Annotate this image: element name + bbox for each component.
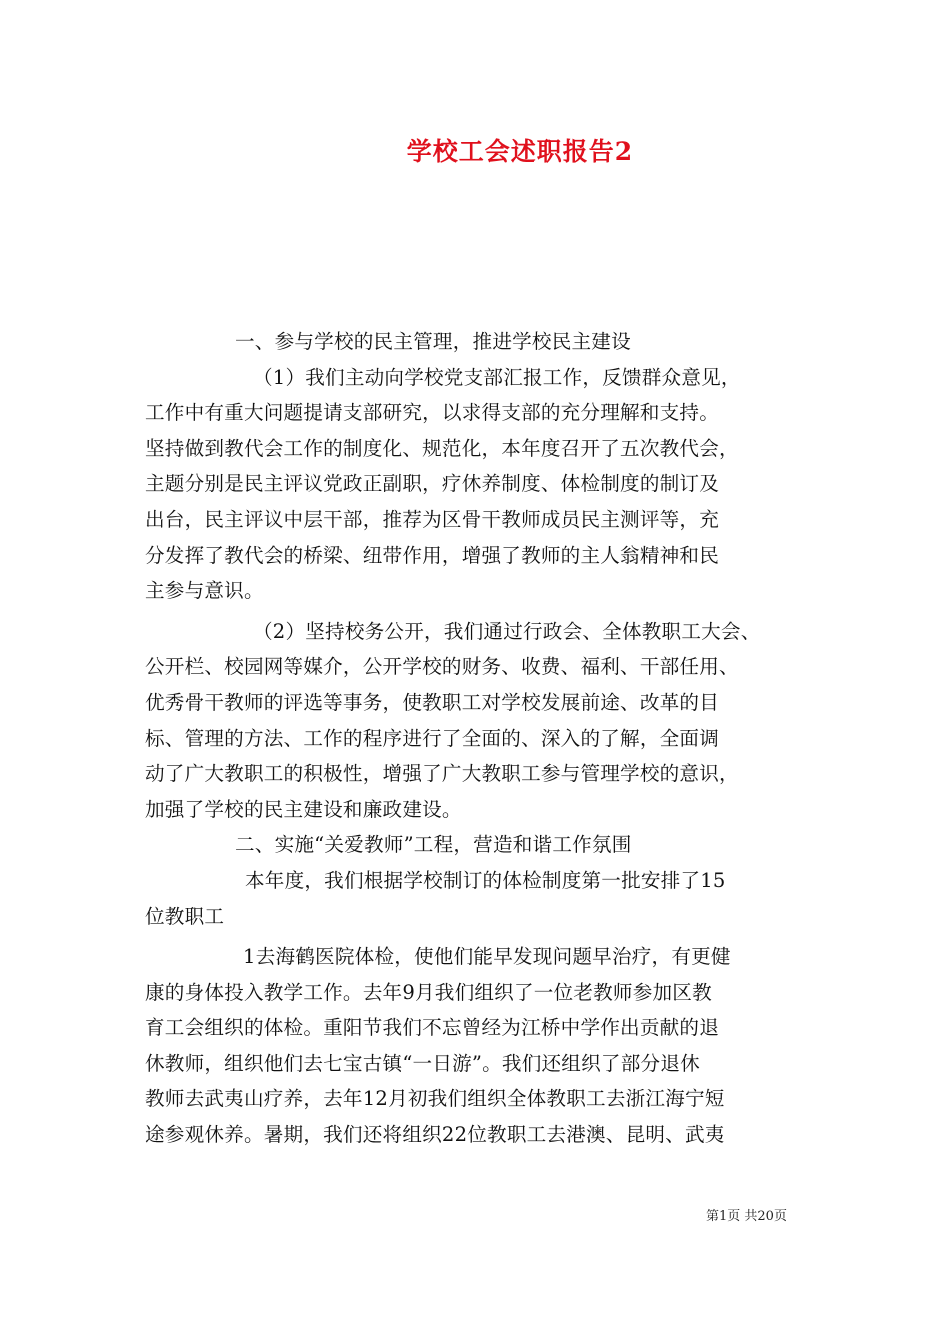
paragraph-line: 本年度，我们根据学校制订的体检制度第一批安排了15	[245, 868, 726, 892]
paragraph-line: （2）坚持校务公开，我们通过行政会、全体教职工大会、	[253, 619, 761, 643]
paragraph-line: 育工会组织的体检。重阳节我们不忘曾经为江桥中学作出贡献的退	[145, 1016, 720, 1040]
section-heading-2: 二、实施“关爱教师”工程，营造和谐工作氛围	[235, 833, 632, 857]
paragraph-line: 分发挥了教代会的桥梁、纽带作用，增强了教师的主人翁精神和民	[145, 543, 720, 567]
paragraph-line: 优秀骨干教师的评选等事务，使教职工对学校发展前途、改革的目	[145, 690, 720, 714]
paragraph-line: 加强了学校的民主建设和廉政建设。	[145, 797, 462, 821]
paragraph-line: 坚持做到教代会工作的制度化、规范化，本年度召开了五次教代会，	[145, 436, 739, 460]
paragraph-line: 出台，民主评议中层干部，推荐为区骨干教师成员民主测评等，充	[145, 507, 720, 531]
section-heading-1: 一、参与学校的民主管理，推进学校民主建设	[235, 330, 631, 353]
paragraph-line: 康的身体投入教学工作。去年9月我们组织了一位老教师参加区教	[145, 980, 712, 1004]
paragraph-line: 工作中有重大问题提请支部研究，以求得支部的充分理解和支持。	[145, 401, 720, 425]
paragraph-line: 教师去武夷山疗养，去年12月初我们组织全体教职工去浙江海宁短	[145, 1087, 725, 1111]
paragraph-line: 公开栏、校园网等媒介，公开学校的财务、收费、福利、干部任用、	[145, 655, 739, 679]
paragraph-line: 主参与意识。	[145, 579, 264, 603]
page-footer: 第1页 共20页	[706, 1209, 787, 1224]
paragraph-line: （1）我们主动向学校党支部汇报工作，反馈群众意见，	[253, 365, 741, 389]
paragraph-line: 1去海鹤医院体检，使他们能早发现问题早治疗，有更健	[243, 945, 731, 969]
paragraph-line: 动了广大教职工的积极性，增强了广大教职工参与管理学校的意识，	[145, 762, 739, 786]
paragraph-line: 休教师，组织他们去七宝古镇“一日游”。我们还组织了部分退休	[145, 1051, 700, 1075]
paragraph-line: 位教职工	[145, 904, 225, 928]
paragraph-line: 途参观休养。暑期，我们还将组织22位教职工去港澳、昆明、武夷	[145, 1123, 725, 1147]
document-title: 学校工会述职报告2	[406, 137, 634, 166]
paragraph-line: 主题分别是民主评议党政正副职，疗休养制度、体检制度的制订及	[145, 472, 720, 496]
paragraph-line: 标、管理的方法、工作的程序进行了全面的、深入的了解，全面调	[145, 726, 720, 750]
document-body	[145, 324, 825, 1153]
